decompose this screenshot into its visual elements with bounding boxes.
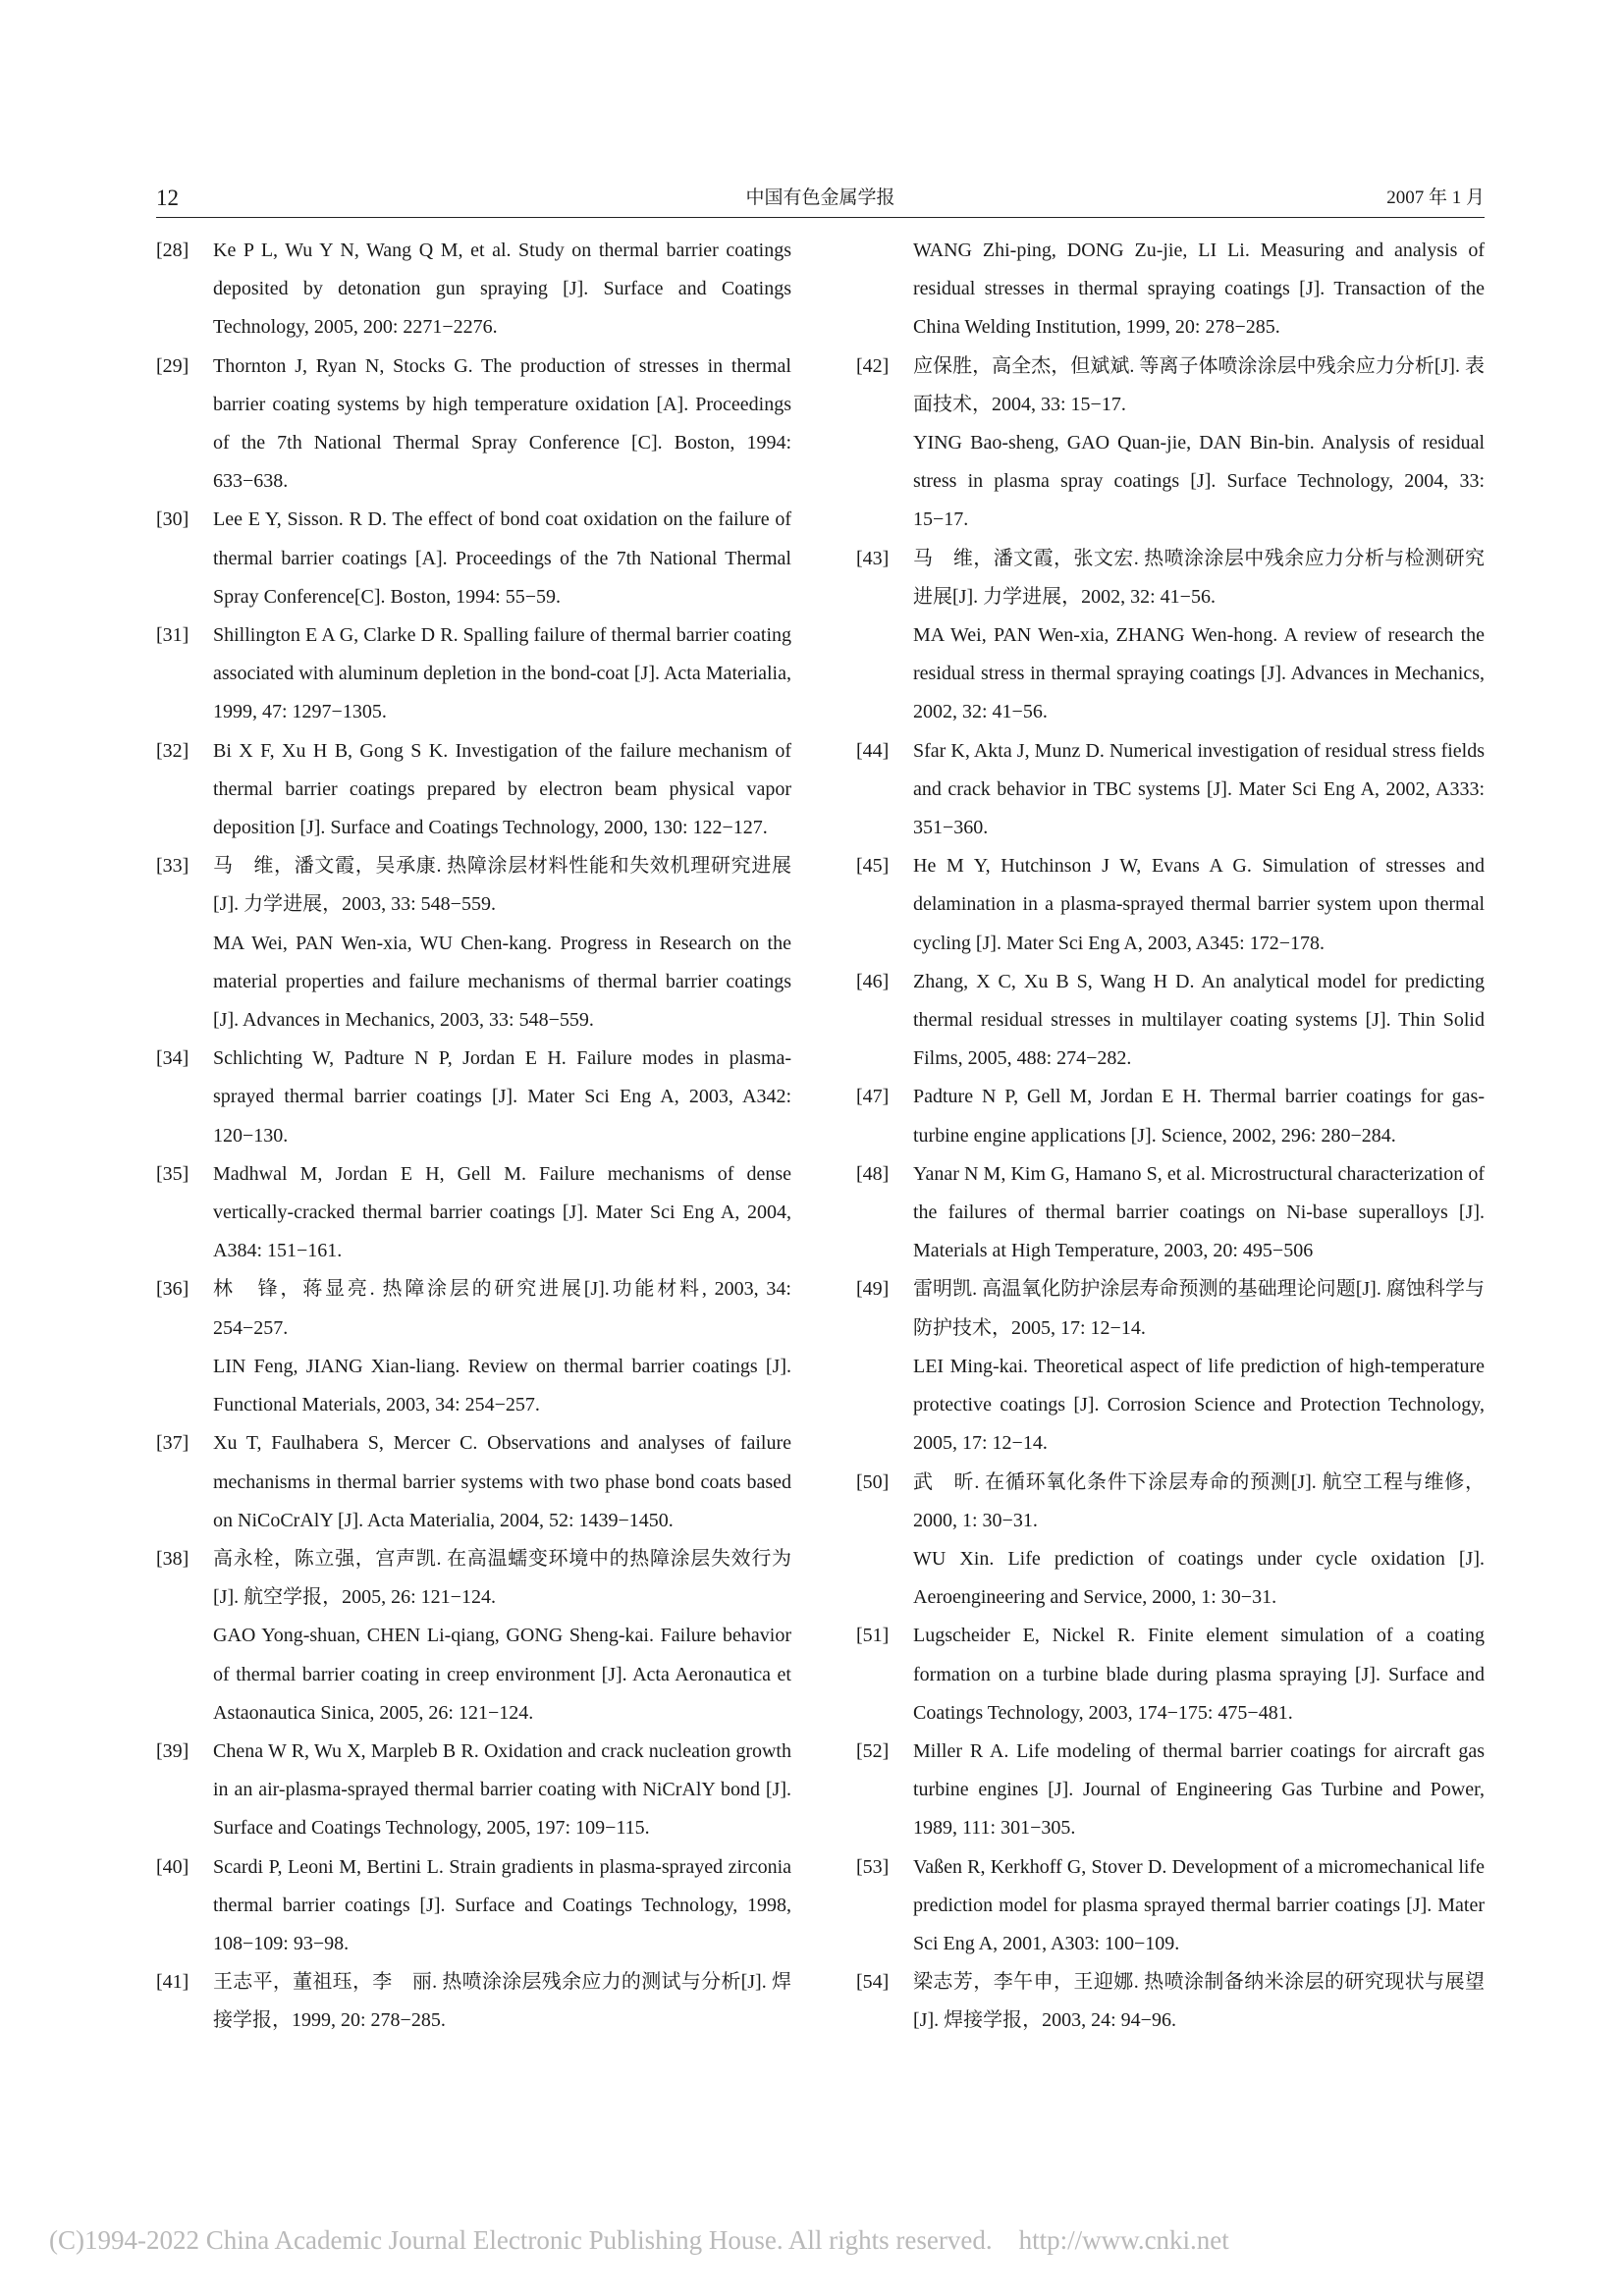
header-rule	[156, 217, 1485, 218]
reference-text: Ke P L, Wu Y N, Wang Q M, et al. Study on thermal barrier coatings deposited by detonation gun spraying [J]. Surface and Coatings Technology, 2005, 200: 2271−2276.	[213, 240, 791, 339]
reference-item	[156, 847, 791, 1040]
reference-text: 马 维，潘文霞，吴承康. 热障涂层材料性能和失效机理研究进展[J]. 力学进展，2003, 33: 548−559.	[213, 855, 791, 916]
reference-text: Schlichting W, Padture N P, Jordan E H. Failure modes in plasma-sprayed thermal barrier coatings [J]. Mater Sci Eng A, 2003, A342: 120−130.	[213, 1047, 791, 1147]
reference-text: GAO Yong-shuan, CHEN Li-qiang, GONG Sheng-kai. Failure behavior of thermal barrier coating in creep environment [J]. Acta Aeronautica et Astaonautica Sinica, 2005, 26: 121−124.	[213, 1625, 791, 1724]
reference-text: Sfar K, Akta J, Munz D. Numerical investigation of residual stress fields and crack behavior in TBC systems [J]. Mater Sci Eng A, 2002, A333: 351−360.	[913, 739, 1485, 839]
reference-item	[156, 347, 791, 502]
reference-text: Zhang, X C, Xu B S, Wang H D. An analytical model for predicting thermal residual stresses in multilayer coating systems [J]. Thin Solid Films, 2005, 488: 274−282.	[913, 970, 1485, 1070]
reference-text: He M Y, Hutchinson J W, Evans A G. Simulation of stresses and delamination in a plasma-sprayed thermal barrier system upon thermal cycling [J]. Mater Sci Eng A, 2003, A345: 172−178.	[913, 855, 1485, 954]
reference-item	[856, 1733, 1485, 1848]
reference-item	[156, 1540, 791, 1733]
reference-item	[156, 1424, 791, 1540]
reference-text: MA Wei, PAN Wen-xia, WU Chen-kang. Progress in Research on the material properties and failure mechanisms of thermal barrier coatings [J]. Advances in Mechanics, 2003, 33: 548−559.	[213, 932, 791, 1032]
reference-item	[856, 1270, 1485, 1463]
reference-number: [39]	[156, 1739, 189, 1762]
reference-text: Lee E Y, Sisson. R D. The effect of bond coat oxidation on the failure of thermal barrier coatings [A]. Proceedings of the 7th National Thermal Spray Conference[C]. Boston, 1994: 55−59.	[213, 508, 791, 608]
reference-item	[856, 1078, 1485, 1154]
reference-text: Yanar N M, Kim G, Hamano S, et al. Microstructural characterization of the failures of thermal barrier coatings on Ni-base superalloys [J]. Materials at High Temperature, 2003, 20: 495−506	[913, 1162, 1485, 1262]
reference-text: 高永栓，陈立强，宫声凯. 在高温蠕变环境中的热障涂层失效行为[J]. 航空学报，2005, 26: 121−124.	[213, 1547, 791, 1609]
reference-text: 应保胜，高全杰，但斌斌. 等离子体喷涂涂层中残余应力分析[J]. 表面技术，2004, 33: 15−17.	[913, 354, 1485, 415]
reference-item	[156, 1733, 791, 1848]
reference-number: [43]	[856, 547, 890, 569]
reference-number: [35]	[156, 1162, 189, 1185]
reference-number: [42]	[856, 354, 890, 377]
reference-text: 林 锋，蒋显亮. 热障涂层的研究进展[J].功能材料, 2003, 34: 254−257.	[213, 1278, 791, 1339]
reference-text: Miller R A. Life modeling of thermal barrier coatings for aircraft gas turbine engines [J]. Journal of Engineering Gas Turbine and Power, 1989, 111: 301−305.	[913, 1739, 1485, 1840]
reference-item	[156, 1848, 791, 1964]
reference-number: [45]	[856, 855, 890, 878]
copyright-watermark: (C)1994-2022 China Academic Journal Electronic Publishing House. All rights reserved. http://www.cnki.net	[49, 2225, 1229, 2255]
reference-text: WU Xin. Life prediction of coatings under cycle oxidation [J]. Aeroengineering and Service, 2000, 1: 30−31.	[913, 1547, 1485, 1609]
reference-number: [29]	[156, 354, 189, 377]
reference-item	[856, 1617, 1485, 1733]
reference-text: 武 昕. 在循环氧化条件下涂层寿命的预测[J]. 航空工程与维修，2000, 1: 30−31.	[913, 1470, 1485, 1531]
issue-date: 2007 年 1 月	[1386, 187, 1485, 208]
reference-number: [32]	[156, 739, 189, 762]
reference-number: [34]	[156, 1047, 189, 1070]
reference-number: [31]	[156, 624, 189, 647]
reference-number: [36]	[156, 1278, 189, 1301]
reference-number: [30]	[156, 508, 189, 531]
reference-number: [40]	[156, 1855, 189, 1878]
reference-text: 王志平，董祖珏，李 丽. 热喷涂涂层残余应力的测试与分析[J]. 焊接学报，1999, 20: 278−285.	[213, 1971, 791, 2032]
reference-text: Vaßen R, Kerkhoff G, Stover D. Development of a micromechanical life prediction model for plasma sprayed thermal barrier coatings [J]. Mater Sci Eng A, 2001, A303: 100−109.	[913, 1855, 1485, 1954]
reference-number: [51]	[856, 1625, 890, 1647]
reference-item	[856, 1464, 1485, 1618]
reference-text: Chena W R, Wu X, Marpleb B R. Oxidation and crack nucleation growth in an air-plasma-sprayed thermal barrier coating with NiCrAlY bond [J]. Surface and Coatings Technology, 2005, 197: 109−115.	[213, 1739, 791, 1840]
reference-number: [47]	[856, 1086, 890, 1108]
reference-number: [53]	[856, 1855, 890, 1878]
reference-number: [38]	[156, 1547, 189, 1570]
reference-text: Thornton J, Ryan N, Stocks G. The production of stresses in thermal barrier coating systems by high temperature oxidation [A]. Proceedings of the 7th National Thermal Spray Conference [C]. Boston, 1994: 633−638.	[213, 354, 791, 493]
references-right-column	[856, 232, 1485, 2041]
reference-text: Xu T, Faulhabera S, Mercer C. Observations and analyses of failure mechanisms in thermal barrier systems with two phase bond coats based on NiCoCrAlY [J]. Acta Materialia, 2004, 52: 1439−1450.	[213, 1432, 791, 1531]
reference-number: [50]	[856, 1470, 890, 1493]
reference-number: [46]	[856, 970, 890, 992]
reference-text: 马 维，潘文霞，张文宏. 热喷涂涂层中残余应力分析与检测研究进展[J]. 力学进展，2002, 32: 41−56.	[913, 547, 1485, 608]
reference-text: WANG Zhi-ping, DONG Zu-jie, LI Li. Measuring and analysis of residual stresses in thermal spraying coatings [J]. Transaction of the China Welding Institution, 1999, 20: 278−285.	[913, 240, 1485, 339]
reference-item	[156, 501, 791, 616]
reference-item	[856, 232, 1485, 347]
reference-item	[856, 732, 1485, 848]
page-number: 12	[156, 186, 179, 210]
reference-text: Scardi P, Leoni M, Bertini L. Strain gradients in plasma-sprayed zirconia thermal barrier coatings [J]. Surface and Coatings Technology, 1998, 108−109: 93−98.	[213, 1855, 791, 1954]
reference-text: Madhwal M, Jordan E H, Gell M. Failure mechanisms of dense vertically-cracked thermal barrier coatings [J]. Mater Sci Eng A, 2004, A384: 151−161.	[213, 1162, 791, 1262]
reference-item	[156, 1963, 791, 2040]
reference-number: [33]	[156, 855, 189, 878]
reference-number: [28]	[156, 240, 189, 261]
reference-text: Shillington E A G, Clarke D R. Spalling failure of thermal barrier coating associated with aluminum depletion in the bond-coat [J]. Acta Materialia, 1999, 47: 1297−1305.	[213, 624, 791, 723]
reference-item	[856, 347, 1485, 540]
reference-text: Lugscheider E, Nickel R. Finite element simulation of a coating formation on a turbine blade during plasma spraying [J]. Surface and Coatings Technology, 2003, 174−175: 475−481.	[913, 1625, 1485, 1724]
reference-item	[156, 616, 791, 732]
reference-text: Bi X F, Xu H B, Gong S K. Investigation of the failure mechanism of thermal barrier coatings prepared by electron beam physical vapor deposition [J]. Surface and Coatings Technology, 2000, 130: 122−127.	[213, 739, 791, 839]
reference-item	[856, 963, 1485, 1079]
reference-number: [52]	[856, 1739, 890, 1762]
reference-item	[156, 1040, 791, 1155]
reference-text: LIN Feng, JIANG Xian-liang. Review on thermal barrier coatings [J]. Functional Materials, 2003, 34: 254−257.	[213, 1355, 791, 1416]
reference-item	[856, 1848, 1485, 1964]
reference-item	[856, 1963, 1485, 2040]
reference-number: [44]	[856, 739, 890, 762]
references-left-column	[156, 232, 791, 2041]
reference-number: [37]	[156, 1432, 189, 1455]
reference-number: [48]	[856, 1162, 890, 1185]
reference-number: [41]	[156, 1971, 189, 1994]
reference-item	[856, 847, 1485, 963]
reference-text: LEI Ming-kai. Theoretical aspect of life prediction of high-temperature protective coatings [J]. Corrosion Science and Protection Technology, 2005, 17: 12−14.	[913, 1355, 1485, 1455]
reference-text: MA Wei, PAN Wen-xia, ZHANG Wen-hong. A review of research the residual stress in thermal spraying coatings [J]. Advances in Mechanics, 2002, 32: 41−56.	[913, 624, 1485, 723]
reference-item	[156, 1155, 791, 1271]
reference-text: 雷明凯. 高温氧化防护涂层寿命预测的基础理论问题[J]. 腐蚀科学与防护技术，2005, 17: 12−14.	[913, 1278, 1485, 1339]
reference-text: Padture N P, Gell M, Jordan E H. Thermal barrier coatings for gas-turbine engine applications [J]. Science, 2002, 296: 280−284.	[913, 1086, 1485, 1147]
journal-title: 中国有色金属学报	[745, 187, 895, 208]
reference-item	[156, 232, 791, 347]
reference-item	[156, 1270, 791, 1424]
reference-number: [54]	[856, 1971, 890, 1994]
running-header	[156, 186, 1485, 211]
reference-item	[856, 540, 1485, 732]
reference-text: 梁志芳，李午申，王迎娜. 热喷涂制备纳米涂层的研究现状与展望[J]. 焊接学报，2003, 24: 94−96.	[913, 1971, 1485, 2032]
reference-text: YING Bao-sheng, GAO Quan-jie, DAN Bin-bin. Analysis of residual stress in plasma spray coatings [J]. Surface Technology, 2004, 33: 15−17.	[913, 432, 1485, 531]
reference-item	[856, 1155, 1485, 1271]
reference-number: [49]	[856, 1278, 890, 1301]
reference-item	[156, 732, 791, 848]
